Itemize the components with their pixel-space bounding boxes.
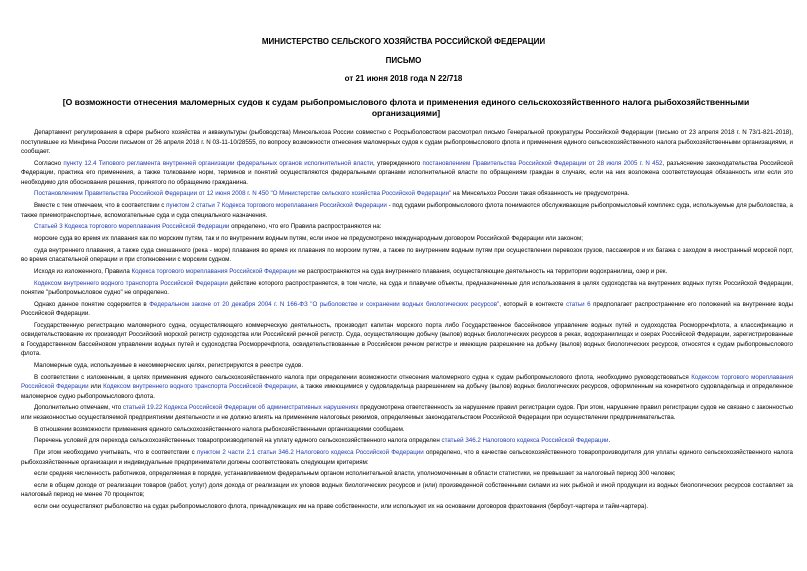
- paragraph-p11: [21, 321, 793, 359]
- document-body: [21, 128, 793, 514]
- ministry-heading: МИНИСТЕРСТВО СЕЛЬСКОГО ХОЗЯЙСТВА РОССИЙСКОЙ ФЕДЕРАЦИИ: [261, 37, 546, 46]
- paragraph-p1: [21, 128, 793, 157]
- law-reference-link[interactable]: Постановлением Правительства Российской Федерации от 12 июня 2008 г. N 450 "О Министерстве сельского хозяйства Российской Федерации": [34, 190, 452, 198]
- paragraph-text: Однако данное понятие содержится в: [34, 300, 150, 308]
- paragraph-p20: [21, 502, 793, 512]
- paragraph-text: Маломерные суда, используемые в некоммерческих целях, регистрируются в реестре судов.: [34, 362, 304, 370]
- paragraph-text: морские суда во время их плавания как по морским путям, так и по внутренним водным путям, если иное не предусмотрено международным договором Российской Федерации или законом;: [34, 234, 584, 242]
- law-reference-link[interactable]: Кодексом внутреннего водного транспорта Российской Федерации: [103, 383, 297, 391]
- law-reference-link[interactable]: пункту 12.4 Типового регламента внутренней организации федеральных органов исполнительной власти: [63, 159, 374, 167]
- paragraph-p14: [21, 403, 793, 422]
- paragraph-text: действие которого распространяется, в том числе, на суда и плавучие объекты, предназначенные для использования в целях судоходства на внутренних водных путях Российской Федерации, понятие "рыбопромысловое судно" не определено.: [21, 279, 793, 296]
- law-reference-link[interactable]: пунктом 2 статьи 7 Кодекса торгового мореплавания Российской Федерации: [166, 202, 387, 210]
- law-reference-link[interactable]: постановлением Правительства Российской Федерации от 28 июля 2005 г. N 452: [422, 159, 663, 167]
- paragraph-text: предусмотрена ответственность за нарушение правил регистрации судов. При этом, нарушение правил регистрации судов не связано с законностью или незаконностью осуществляемой предприятиями деятельности и не должно влиять на применение налоговых режимов, определяемых законодательством Российской Федерации при осуществлении предпринимательства.: [21, 404, 794, 421]
- paragraph-text: .: [608, 437, 611, 445]
- paragraph-text: Согласно: [34, 159, 64, 167]
- paragraph-text: , разъяснение законодательства Российской Федерации, практика его применения, а также толкование норм, терминов и понятий осуществляются федеральными органами исполнительной власти по обращениям граждан в случаях, если на них возложена соответствующая обязанность или если это необходимо для обоснования решения, принятого по обращению гражданина.: [21, 159, 793, 186]
- law-reference-link[interactable]: пунктом 2 части 2.1 статьи 346.2 Налогового кодекса Российской Федерации: [197, 449, 424, 456]
- paragraph-text: на Минсельхоз России такая обязанность не предусмотрена.: [451, 190, 630, 198]
- paragraph-text: Перечень условий для перехода сельскохозяйственных товаропроизводителей на уплату единого сельскохозяйственного налога определен: [34, 437, 442, 445]
- paragraph-text: Вместе с тем отмечаем, что в соответствии с: [34, 202, 167, 210]
- paragraph-text: Государственную регистрацию маломерного судна, осуществляющего коммерческую деятельность, производит капитан морского порта либо Государственное бассейновое управление водных путей и судоходства Росморречфлота, а классификацию и освидетельствование их производит Российский морской регистр судоходства или Российский речной регистр. Суда, осуществляющие добычу (вылов) водных биологических ресурсов в реках, водохранилищах и озерах Российской Федерации, зарегистрированные в Государственном бассейновом управлении водных путей и судоходства Росморречфлота, освидетельствованные в Российском речном регистре и имеющие разрешение на добычу (вылов) водных биологических ресурсов, относятся к судам рыбопромыслового флота.: [21, 321, 793, 358]
- law-reference-link[interactable]: Кодекса торгового мореплавания Российской Федерации: [131, 267, 297, 275]
- paragraph-p2: [21, 159, 793, 188]
- paragraph-text: В соответствии с изложенным, в целях применения единого сельскохозяйственного налога при определении возможности отнесения маломерного судна к судам рыбопромыслового флота, необходимо руководствоваться: [34, 373, 692, 381]
- document-title: [О возможности отнесения маломерных судов к судам рыбопромыслового флота и применения единого сельскохозяйственного налога рыбохозяйственными организациями]: [62, 97, 750, 118]
- law-reference-link[interactable]: Кодексом внутреннего водного транспорта Российской Федерации: [34, 279, 228, 287]
- paragraph-p19: [21, 481, 793, 500]
- paragraph-text: , который в контексте: [499, 300, 566, 308]
- paragraph-text: определено, что его Правила распространяются на:: [229, 223, 382, 231]
- paragraph-text: если в общем доходе от реализации товаров (работ, услуг) доля дохода от реализации их уловов водных биологических ресурсов и (или) произведенной собственными силами из них рыбной и иной продукции из водных биологических ресурсов составляет за налоговый период не менее 70 процентов;: [21, 481, 793, 499]
- paragraph-p3: [21, 189, 793, 199]
- paragraph-p7: [21, 246, 793, 265]
- paragraph-text: В отношении возможности применения единого сельскохозяйственного налога рыбохозяйственными организациями сообщаем.: [34, 425, 405, 433]
- paragraph-p8: [21, 267, 793, 277]
- paragraph-p4: [21, 201, 793, 220]
- paragraph-text: При этом необходимо учитывать, что в соответствии с: [34, 449, 198, 456]
- paragraph-text: не распространяются на суда внутреннего плавания, осуществляющие деятельность на территории водохранилищ, озер и рек.: [296, 267, 668, 275]
- paragraph-text: - под судами рыбопромыслового флота понимаются обслуживающие рыбопромысловый комплекс суда, используемые для рыболовства, а также приемотранспортные, вспомогательные суда и суда специального назначения.: [21, 202, 793, 219]
- document-date-number: от 21 июня 2018 года N 22/718: [344, 74, 463, 83]
- paragraph-p15: [21, 425, 793, 435]
- paragraph-text: Исходя из изложенного, Правила: [34, 267, 132, 275]
- paragraph-text: или: [88, 383, 104, 391]
- paragraph-p17: [21, 448, 793, 467]
- law-reference-link[interactable]: Кодексом торгового мореплавания Российской Федерации: [21, 373, 794, 391]
- paragraph-text: определено, что в качестве сельскохозяйственного товаропроизводителя для уплаты единого сельскохозяйственного налога рыбохозяйственные организации и индивидуальные предприниматели должны соответствовать следующим критериям:: [21, 449, 793, 466]
- paragraph-text: если они осуществляют рыболовство на судах рыбопромыслового флота, принадлежащих им на праве собственности, или используют их на основании договоров фрахтования (бербоут-чартера и тайм-чартера).: [34, 503, 649, 511]
- paragraph-text: суда внутреннего плавания, а также суда смешанного (река - море) плавания во время их плавания по морским путям, а также по внутренним водным путям при осуществлении перевозок грузов, пассажиров и их багажа с заходом в иностранный морской порт, во время спасательной операции и при столкновении с морским судном.: [21, 246, 793, 264]
- paragraph-p9: [21, 279, 793, 298]
- paragraph-p10: [21, 300, 793, 319]
- paragraph-text: , а также имеющимися у судовладельца разрешением на добычу (вылов) водных биологических ресурсов, оформленным на конкретного судовладельца и определенное маломерное судно рыбопромыслового флота.: [21, 383, 793, 400]
- paragraph-p12: [21, 361, 793, 371]
- law-reference-link[interactable]: статьей 346.2 Налогового кодекса Российской Федерации: [441, 437, 609, 445]
- paragraph-text: предполагает распространение его положений на внутренние воды Российской Федерации.: [21, 300, 793, 318]
- law-reference-link[interactable]: Статьей 3 Кодекса торгового мореплавания Российской Федерации: [34, 223, 230, 231]
- paragraph-p6: [21, 234, 793, 244]
- law-reference-link[interactable]: Федеральном законе от 20 декабря 2004 г. N 166-ФЗ "О рыболовстве и сохранении водных биологических ресурсов": [149, 300, 500, 308]
- paragraph-p5: [21, 222, 793, 232]
- paragraph-text: Дополнительно отмечаем, что: [34, 404, 123, 412]
- document-type: ПИСЬМО: [385, 56, 422, 65]
- paragraph-text: , утвержденного: [373, 159, 423, 167]
- paragraph-p18: [21, 469, 793, 479]
- law-reference-link[interactable]: статьи 6: [565, 300, 591, 308]
- law-reference-link[interactable]: статьей 19.22 Кодекса Российской Федерации об административных нарушениях: [122, 404, 359, 412]
- paragraph-text: Департамент регулирования в сфере рыбного хозяйства и аквакультуры (рыбоводства) Минсельхоза России совместно с Росрыболовством рассмотрел письмо Генеральной прокуратуры Российской Федерации (письмо от 23 апреля 2018 г. N 73/1-821-2018), поступившее из Минфина России письмом от 26 апреля 2018 г. N 03-11-10/28555, по вопросу возможности отнесения маломерных судов к судам рыбопромыслового флота и применения единого сельскохозяйственного налога рыбохозяйственными организациями, и сообщает.: [21, 129, 793, 155]
- paragraph-p16: [21, 436, 793, 446]
- paragraph-text: если средняя численность работников, определяемая в порядке, устанавливаемом федеральным органом исполнительной власти, уполномоченным в области статистики, не превышает за налоговый период 300 человек;: [34, 470, 676, 478]
- paragraph-p13: [21, 373, 793, 402]
